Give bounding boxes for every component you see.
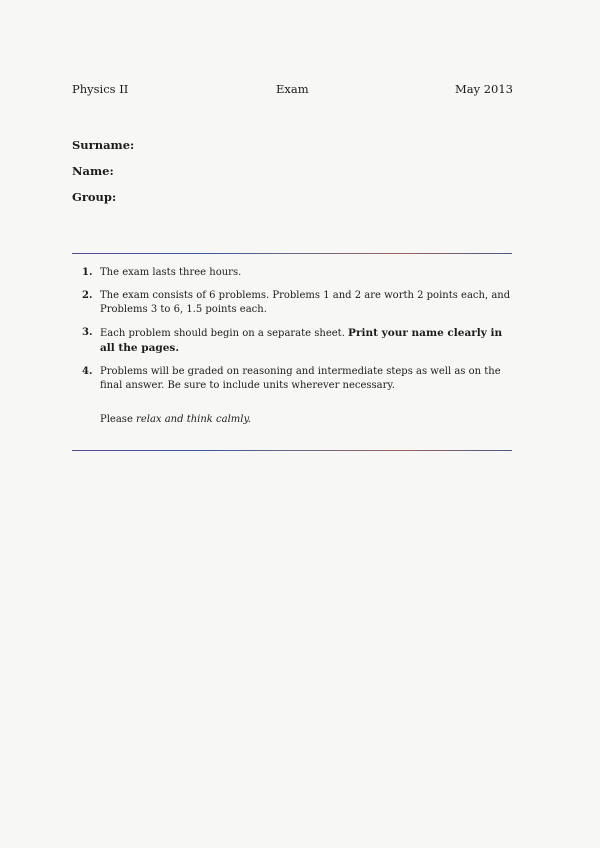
exam-date: May 2013 [454, 82, 513, 96]
closing-prefix: Please [100, 414, 137, 425]
page-header [72, 82, 513, 98]
instruction-number: 3. [82, 327, 93, 338]
course-name: Physics II [72, 82, 129, 96]
bottom-divider [72, 450, 512, 451]
instruction-text: Problems will be graded on reasoning and intermediate steps as well as on the final answer. Be sure to include units wherever necessary. [100, 366, 501, 391]
instruction-item [82, 326, 512, 356]
instruction-item [82, 266, 512, 280]
surname-field-label: Surname: [72, 138, 135, 152]
instruction-text: Each problem should begin on a separate sheet. [100, 328, 349, 339]
instructions-list [82, 266, 512, 402]
closing-note [100, 414, 251, 425]
instruction-item [82, 365, 512, 393]
instruction-number: 2. [82, 290, 93, 301]
instruction-emphasis: Print your name clearly in all the pages. [100, 327, 503, 354]
group-field-label: Group: [72, 190, 117, 204]
document-type: Exam [276, 82, 309, 96]
instruction-number: 4. [82, 366, 93, 377]
name-field-label: Name: [72, 164, 114, 178]
student-info-fields [72, 138, 134, 216]
instruction-item [82, 289, 512, 317]
closing-emphasis: relax and think calmly. [136, 414, 251, 425]
top-divider [72, 253, 512, 254]
instruction-text: The exam consists of 6 problems. Problems 1 and 2 are worth 2 points each, and Problems 3 to 6, 1.5 points each. [100, 290, 511, 315]
instruction-text: The exam lasts three hours. [100, 267, 242, 278]
instruction-number: 1. [82, 267, 93, 278]
